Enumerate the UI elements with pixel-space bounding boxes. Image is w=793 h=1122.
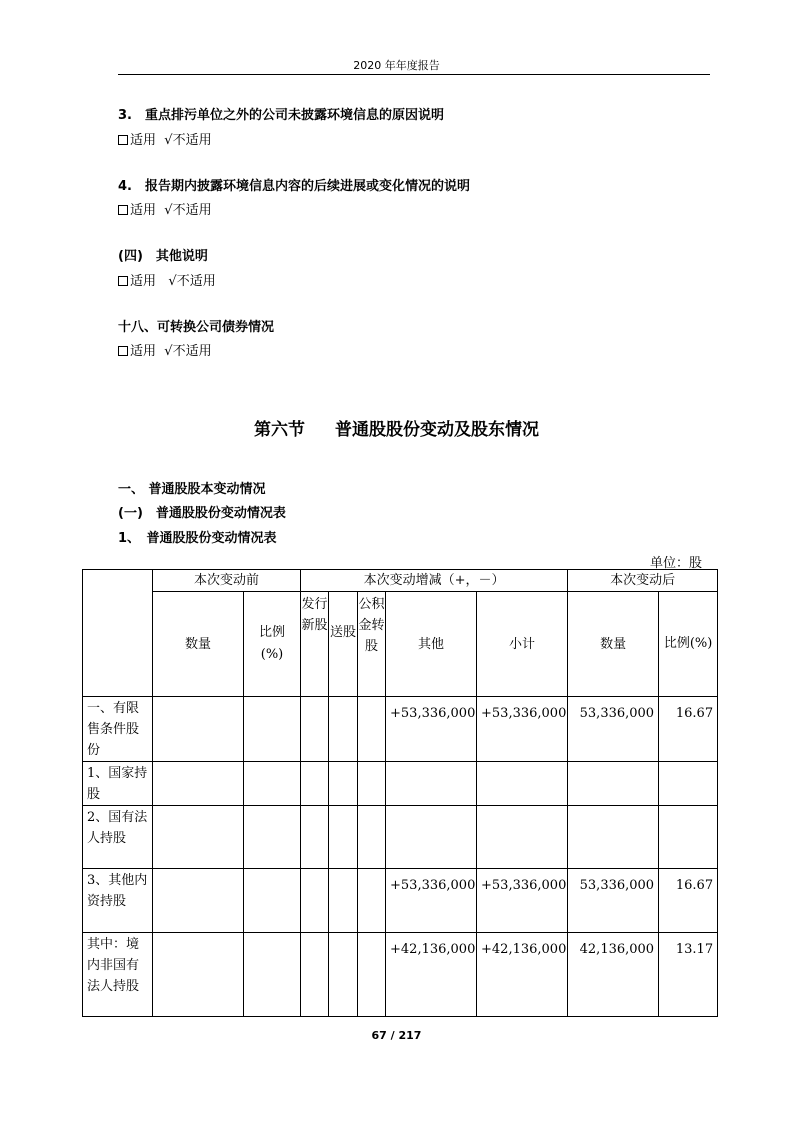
cell-other: +42,136,000 bbox=[386, 933, 477, 1017]
applicability-option bbox=[118, 199, 212, 218]
cell-after-pct: 16.67 bbox=[659, 869, 718, 933]
chapter-name: 普通股股份变动及股东情况 bbox=[335, 420, 539, 440]
table-row bbox=[83, 869, 718, 933]
col-header-before-pct: 比例(%) bbox=[244, 592, 301, 697]
applicability-option bbox=[118, 340, 212, 359]
applicable-label: 适用 bbox=[130, 203, 157, 218]
col-header-after-pct: 比例(%) bbox=[659, 592, 718, 697]
cell-subtotal: +42,136,000 bbox=[477, 933, 568, 1017]
sub-heading: (一) 普通股股份变动情况表 bbox=[118, 506, 286, 521]
table-row bbox=[83, 697, 718, 762]
col-header-new-issue: 发行新股 bbox=[301, 592, 329, 697]
page-number: 67 / 217 bbox=[371, 1029, 422, 1042]
section-heading: 3. 重点排污单位之外的公司未披露环境信息的原因说明 bbox=[118, 108, 444, 123]
share-change-table bbox=[82, 569, 718, 1017]
not-applicable-label: 不适用 bbox=[172, 133, 212, 148]
cell-after-pct: 13.17 bbox=[659, 933, 718, 1017]
col-header-bonus: 送股 bbox=[329, 592, 358, 697]
row-label: 1、国家持股 bbox=[83, 762, 153, 806]
cell-after-qty: 53,336,000 bbox=[568, 697, 659, 762]
cell-subtotal: +53,336,000 bbox=[477, 697, 568, 762]
page-header-title: 2020 年年度报告 bbox=[353, 59, 440, 72]
checkbox-empty-icon bbox=[118, 205, 128, 215]
checkbox-empty-icon bbox=[118, 346, 128, 356]
cell-after-qty bbox=[568, 806, 659, 869]
not-applicable-label: 不适用 bbox=[172, 203, 212, 218]
header-divider bbox=[118, 74, 710, 75]
applicability-option bbox=[118, 129, 212, 148]
group-header-before: 本次变动前 bbox=[153, 570, 301, 592]
col-header-before-qty: 数量 bbox=[153, 592, 244, 697]
applicable-label: 适用 bbox=[130, 133, 157, 148]
not-applicable-label: 不适用 bbox=[176, 274, 216, 289]
section-heading: 4. 报告期内披露环境信息内容的后续进展或变化情况的说明 bbox=[118, 179, 470, 194]
cell-other: +53,336,000 bbox=[386, 869, 477, 933]
cell-other bbox=[386, 806, 477, 869]
cell-subtotal: +53,336,000 bbox=[477, 869, 568, 933]
section-heading: 十八、可转换公司债券情况 bbox=[118, 320, 275, 335]
checkbox-empty-icon bbox=[118, 135, 128, 145]
row-label: 2、国有法人持股 bbox=[83, 806, 153, 869]
col-header-after-qty: 数量 bbox=[568, 592, 659, 697]
table-row bbox=[83, 806, 718, 869]
cell-after-pct bbox=[659, 762, 718, 806]
cell-subtotal bbox=[477, 762, 568, 806]
checkbox-empty-icon bbox=[118, 276, 128, 286]
table-row bbox=[83, 762, 718, 806]
applicable-label: 适用 bbox=[130, 344, 157, 359]
cell-other: +53,336,000 bbox=[386, 697, 477, 762]
applicable-label: 适用 bbox=[130, 274, 157, 289]
cell-subtotal bbox=[477, 806, 568, 869]
section-heading: (四) 其他说明 bbox=[118, 249, 208, 264]
sub-heading: 1、 普通股股份变动情况表 bbox=[118, 531, 277, 546]
cell-after-qty bbox=[568, 762, 659, 806]
cell-after-qty: 53,336,000 bbox=[568, 869, 659, 933]
check-mark-icon: √ bbox=[164, 203, 173, 218]
cell-other bbox=[386, 762, 477, 806]
row-label: 3、其他内资持股 bbox=[83, 869, 153, 933]
check-mark-icon: √ bbox=[164, 133, 173, 148]
row-label-header bbox=[83, 570, 153, 697]
row-label: 其中：境内非国有法人持股 bbox=[83, 933, 153, 1017]
applicability-option bbox=[118, 270, 216, 289]
chapter-number: 第六节 bbox=[254, 420, 305, 440]
check-mark-icon: √ bbox=[168, 274, 177, 289]
not-applicable-label: 不适用 bbox=[172, 344, 212, 359]
col-header-subtotal: 小计 bbox=[477, 592, 568, 697]
cell-after-qty: 42,136,000 bbox=[568, 933, 659, 1017]
table-row bbox=[83, 933, 718, 1017]
unit-label: 单位：股 bbox=[650, 556, 703, 571]
cell-after-pct: 16.67 bbox=[659, 697, 718, 762]
col-header-transfer: 公积金转股 bbox=[358, 592, 386, 697]
row-label: 一、有限售条件股份 bbox=[83, 697, 153, 762]
group-header-change: 本次变动增减（+，－） bbox=[301, 570, 568, 592]
cell-after-pct bbox=[659, 806, 718, 869]
check-mark-icon: √ bbox=[164, 344, 173, 359]
col-header-other: 其他 bbox=[386, 592, 477, 697]
chapter-title bbox=[0, 415, 793, 440]
sub-heading: 一、 普通股股本变动情况 bbox=[118, 482, 266, 497]
group-header-after: 本次变动后 bbox=[568, 570, 718, 592]
